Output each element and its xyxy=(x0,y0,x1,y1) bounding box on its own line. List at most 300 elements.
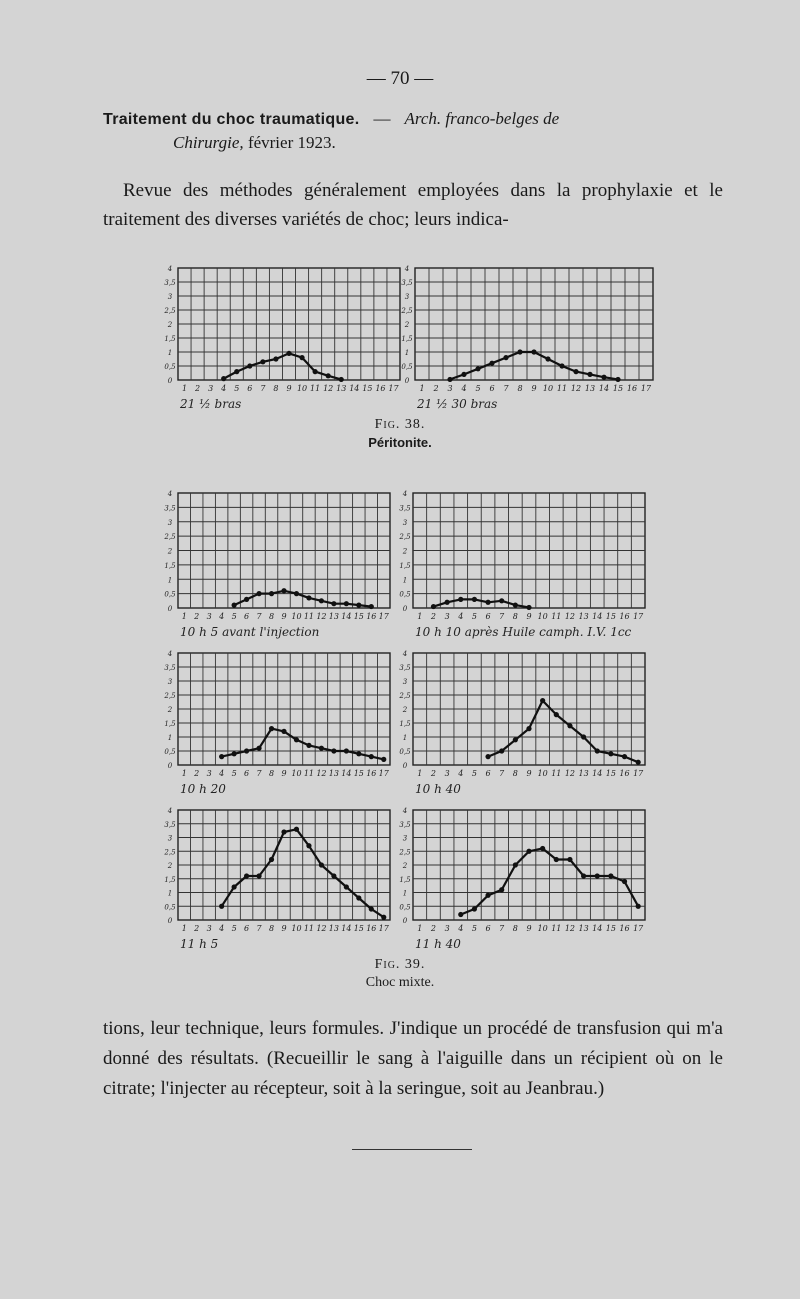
chart-6-x-tick: 9 xyxy=(526,769,532,778)
chart-1-x-tick: 9 xyxy=(286,384,292,393)
fig38-caption xyxy=(0,416,800,452)
chart-3-point xyxy=(232,603,237,608)
chart-2-point xyxy=(475,366,480,371)
chart-5-point xyxy=(369,754,374,759)
chart-1-point xyxy=(339,377,344,382)
chart-8-x-tick: 15 xyxy=(605,924,616,933)
chart-8-point xyxy=(499,887,504,892)
chart-4-x-tick: 8 xyxy=(512,612,518,621)
chart-6-x-tick: 11 xyxy=(551,769,562,778)
chart-6-x-tick: 14 xyxy=(592,769,603,778)
chart-1-x-tick: 13 xyxy=(336,384,347,393)
chart-5-x-tick: 1 xyxy=(181,769,187,778)
chart-4-point xyxy=(472,597,477,602)
chart-3-point xyxy=(294,591,299,596)
chart-7-point xyxy=(369,906,374,911)
chart-3-point xyxy=(344,601,349,606)
chart-3-point xyxy=(356,603,361,608)
chart-7-point xyxy=(232,884,237,889)
chart-2-point xyxy=(559,363,564,368)
chart-7-x-tick: 7 xyxy=(256,924,262,933)
chart-7-point xyxy=(294,827,299,832)
chart-3-x-tick: 5 xyxy=(231,612,237,621)
chart-6-point xyxy=(513,737,518,742)
chart-2-point xyxy=(503,355,508,360)
chart-4-y-tick: 4 xyxy=(402,490,408,498)
chart-7-x-tick: 4 xyxy=(219,924,225,933)
chart-1-point xyxy=(260,359,265,364)
chart-2-point xyxy=(531,349,536,354)
chart-6-y-tick: 3,5 xyxy=(399,664,411,672)
chart-5-y-tick: 3,5 xyxy=(164,664,176,672)
chart-5-point xyxy=(232,751,237,756)
chart-7-y-tick: 1 xyxy=(167,889,173,898)
chart-2-x-tick: 10 xyxy=(542,384,554,393)
chart-7-y-tick: 3 xyxy=(167,834,173,843)
chart-3-x-tick: 16 xyxy=(366,612,377,621)
chart-3-point xyxy=(269,591,274,596)
chart-5-x-tick: 15 xyxy=(353,769,364,778)
chart-2-y-tick: 2 xyxy=(404,321,410,329)
chart-3-y-tick: 3 xyxy=(167,518,173,527)
chart-2-point xyxy=(545,356,550,361)
chart-1-y-tick: 2 xyxy=(167,321,173,329)
chart-2-y-tick: 1 xyxy=(404,349,410,357)
chart-3-point xyxy=(306,595,311,600)
chart-7-x-tick: 15 xyxy=(353,924,364,933)
chart-4-point xyxy=(445,600,450,605)
chart-4-x-tick: 3 xyxy=(444,612,450,621)
chart-3-x-tick: 7 xyxy=(256,612,262,621)
chart-5-x-tick: 8 xyxy=(268,769,275,778)
chart-8-x-tick: 1 xyxy=(417,924,423,933)
chart-2-y-tick: 1,5 xyxy=(401,335,413,343)
chart-7-x-tick: 10 xyxy=(291,924,302,933)
chart-8-y-tick: 0 xyxy=(402,917,408,925)
chart-3-y-tick: 3,5 xyxy=(164,504,176,513)
chart-7-x-tick: 9 xyxy=(281,924,287,933)
chart-8-y-tick: 2,5 xyxy=(399,848,411,857)
chart-8-x-tick: 2 xyxy=(430,924,437,933)
chart-6-x-tick: 7 xyxy=(499,769,505,778)
chart-8-point xyxy=(595,873,600,878)
fig39-subtitle: Choc mixte. xyxy=(365,975,435,990)
chart-8-x-tick: 14 xyxy=(592,924,603,933)
chart-5-point xyxy=(294,737,299,742)
reference-date: février 1923. xyxy=(247,133,336,152)
chart-2-x-tick: 4 xyxy=(461,384,467,393)
chart-8-x-tick: 8 xyxy=(512,924,518,933)
chart-2-x-tick: 2 xyxy=(433,384,439,393)
chart-2-point xyxy=(573,369,578,374)
chart-7-point xyxy=(269,857,274,862)
chart-7-point xyxy=(356,895,361,900)
chart-7-x-tick: 12 xyxy=(316,924,327,933)
chart-8-point xyxy=(526,849,531,854)
chart-1-point xyxy=(299,355,304,360)
chart-5-point xyxy=(244,748,249,753)
chart-4-y-tick: 2 xyxy=(402,547,408,556)
chart-2-x-tick: 14 xyxy=(598,384,610,393)
chart-1-x-tick: 10 xyxy=(296,384,308,393)
chart-3-y-tick: 1,5 xyxy=(164,561,176,570)
chart-2-x-tick: 15 xyxy=(612,384,624,393)
chart-4-y-tick: 0 xyxy=(402,605,408,613)
chart-3-point xyxy=(281,588,286,593)
chart-4-point xyxy=(526,605,531,610)
chart-8-point xyxy=(636,904,641,909)
chart-5-x-tick: 16 xyxy=(366,769,377,778)
chart-6-y-tick: 3 xyxy=(402,678,408,686)
chart-3-x-tick: 9 xyxy=(281,612,287,621)
chart-5-point xyxy=(306,743,311,748)
chart-3-x-tick: 13 xyxy=(328,612,339,621)
page-number: — 70 — xyxy=(366,68,434,89)
chart-7-point xyxy=(331,873,336,878)
chart-5-x-tick: 17 xyxy=(378,769,389,778)
chart-8-point xyxy=(472,906,477,911)
chart-3-x-tick: 2 xyxy=(194,612,200,621)
chart-8-point xyxy=(485,893,490,898)
chart-5-point xyxy=(344,748,349,753)
chart-5-y-tick: 0 xyxy=(167,762,173,770)
chart-6-x-tick: 2 xyxy=(430,769,437,778)
chart-6-point xyxy=(554,712,559,717)
chart-1-y-tick: 3,5 xyxy=(164,279,176,287)
chart-6-x-tick: 3 xyxy=(444,769,450,778)
chart-2-y-tick: 3,5 xyxy=(401,279,413,287)
chart-8-y-tick: 4 xyxy=(402,807,408,815)
chart-3-x-tick: 6 xyxy=(244,612,250,621)
chart-4-x-tick: 7 xyxy=(499,612,505,621)
chart-2-x-tick: 1 xyxy=(419,384,425,393)
chart-8-x-tick: 13 xyxy=(578,924,589,933)
chart-6-point xyxy=(608,751,613,756)
chart-4-y-tick: 1 xyxy=(402,576,408,585)
chart-3-x-tick: 4 xyxy=(219,612,225,621)
chart-5-x-tick: 9 xyxy=(281,769,287,778)
chart-7-point xyxy=(244,873,249,878)
chart-6-point xyxy=(540,698,545,703)
chart-1-point xyxy=(326,373,331,378)
chart-4-x-tick: 11 xyxy=(551,612,562,621)
chart-5-x-tick: 6 xyxy=(244,769,250,778)
chart-3-point xyxy=(319,598,324,603)
chart-7-x-tick: 1 xyxy=(181,924,187,933)
chart-1-y-tick: 0 xyxy=(167,377,173,385)
chart-8-x-tick: 16 xyxy=(619,924,630,933)
chart-1-x-tick: 5 xyxy=(234,384,240,393)
chart-5-y-tick: 1,5 xyxy=(164,720,176,728)
chart-4-annotation: 10 h 10 après Huile camph. I.V. 1cc xyxy=(415,625,632,639)
chart-6-y-tick: 0 xyxy=(402,762,408,770)
chart-7-y-tick: 2 xyxy=(167,862,173,870)
chart-3-x-tick: 15 xyxy=(353,612,364,621)
chart-4-x-tick: 12 xyxy=(564,612,576,621)
chart-5-x-tick: 4 xyxy=(219,769,225,778)
chart-6-point xyxy=(499,748,504,753)
chart-4-x-tick: 10 xyxy=(537,612,548,621)
chart-7-x-tick: 17 xyxy=(378,924,389,933)
chart-2-x-tick: 16 xyxy=(626,384,638,393)
chart-6-point xyxy=(485,754,490,759)
chart-1-x-tick: 12 xyxy=(323,384,334,393)
chart-2-x-tick: 5 xyxy=(475,384,481,393)
chart-8-point xyxy=(458,912,463,917)
chart-5-x-tick: 2 xyxy=(194,769,200,778)
chart-6-x-tick: 10 xyxy=(537,769,548,778)
chart-5-y-tick: 2,5 xyxy=(164,692,176,700)
chart-1-x-tick: 16 xyxy=(375,384,386,393)
chart-8-point xyxy=(567,857,572,862)
chart-1-point xyxy=(286,351,291,356)
chart-8-y-tick: 1,5 xyxy=(399,875,411,884)
chart-3-y-tick: 4 xyxy=(167,490,173,498)
chart-4-point xyxy=(431,604,436,609)
chart-5-x-tick: 14 xyxy=(341,769,352,778)
chart-7-x-tick: 13 xyxy=(328,924,339,933)
chart-1-x-tick: 2 xyxy=(195,384,201,393)
chart-8-x-tick: 9 xyxy=(526,924,532,933)
chart-1-y-tick: 4 xyxy=(167,265,173,273)
chart-5-point xyxy=(269,726,274,731)
chart-7-y-tick: 0 xyxy=(167,917,173,925)
chart-2-point xyxy=(447,377,452,382)
chart-7-point xyxy=(256,873,261,878)
chart-7-point xyxy=(219,904,224,909)
chart-2-x-tick: 3 xyxy=(447,384,453,393)
chart-7-x-tick: 3 xyxy=(206,924,212,933)
chart-3-point xyxy=(256,591,261,596)
chart-6-point xyxy=(526,726,531,731)
chart-2-x-tick: 13 xyxy=(584,384,596,393)
chart-7-x-tick: 5 xyxy=(231,924,237,933)
chart-2-x-tick: 6 xyxy=(489,384,495,393)
chart-6-y-tick: 2,5 xyxy=(399,692,411,700)
chart-1-y-tick: 1 xyxy=(167,349,173,357)
chart-3-annotation: 10 h 5 avant l'injection xyxy=(180,625,320,639)
chart-2-point xyxy=(517,349,522,354)
chart-8-x-tick: 3 xyxy=(444,924,450,933)
chart-8-point xyxy=(554,857,559,862)
chart-7-point xyxy=(381,915,386,920)
chart-6-x-tick: 16 xyxy=(619,769,630,778)
chart-7-y-tick: 2,5 xyxy=(164,848,176,857)
chart-6-x-tick: 15 xyxy=(605,769,616,778)
chart-3-point xyxy=(331,601,336,606)
chart-8-x-tick: 5 xyxy=(471,924,477,933)
fig39-label: Fig. 39. xyxy=(374,957,426,972)
chart-7-point xyxy=(344,884,349,889)
chart-4-x-tick: 6 xyxy=(485,612,491,621)
chart-8-x-tick: 7 xyxy=(499,924,505,933)
chart-2-x-tick: 12 xyxy=(570,384,582,393)
chart-4-point xyxy=(485,600,490,605)
chart-5-point xyxy=(331,748,336,753)
chart-5-x-tick: 10 xyxy=(291,769,302,778)
reference-title: Traitement du choc traumatique. xyxy=(103,111,360,128)
chart-3-x-tick: 14 xyxy=(341,612,352,621)
chart-6-annotation: 10 h 40 xyxy=(415,782,461,796)
chart-7-x-tick: 2 xyxy=(194,924,200,933)
chart-5-y-tick: 1 xyxy=(167,734,173,742)
chart-2-y-tick: 2,5 xyxy=(401,307,413,315)
chart-3-y-tick: 0 xyxy=(167,605,173,613)
chart-5-x-tick: 13 xyxy=(328,769,339,778)
chart-4-x-tick: 5 xyxy=(471,612,477,621)
chart-3-x-tick: 12 xyxy=(316,612,327,621)
chart-7-y-tick: 4 xyxy=(167,807,173,815)
chart-2-y-tick: 4 xyxy=(404,265,410,273)
chart-8-x-tick: 17 xyxy=(633,924,644,933)
chart-3-x-tick: 8 xyxy=(268,612,275,621)
chart-6-x-tick: 13 xyxy=(578,769,589,778)
chart-1-y-tick: 1,5 xyxy=(164,335,176,343)
chart-6-x-tick: 12 xyxy=(564,769,576,778)
chart-7-x-tick: 14 xyxy=(341,924,352,933)
chart-8-y-tick: 0,5 xyxy=(399,903,411,912)
chart-2-point xyxy=(489,361,494,366)
chart-1-point xyxy=(313,369,318,374)
chart-6-point xyxy=(595,748,600,753)
chart-1-x-tick: 1 xyxy=(181,384,188,393)
chart-5-x-tick: 11 xyxy=(303,769,315,778)
chart-4-point xyxy=(458,597,463,602)
chart-1-y-tick: 3 xyxy=(167,293,173,301)
chart-7-y-tick: 1,5 xyxy=(164,875,176,884)
chart-6-y-tick: 0,5 xyxy=(399,748,411,756)
chart-4-x-tick: 13 xyxy=(578,612,589,621)
chart-5-y-tick: 3 xyxy=(167,678,173,686)
chart-2-x-tick: 9 xyxy=(531,384,537,393)
chart-3-y-tick: 2,5 xyxy=(164,533,176,542)
fig38-subtitle: Péritonite. xyxy=(368,435,432,450)
chart-3-point xyxy=(369,604,374,609)
chart-4-point xyxy=(499,598,504,603)
chart-4-y-tick: 1,5 xyxy=(399,561,411,570)
chart-5-x-tick: 12 xyxy=(316,769,327,778)
chart-1-y-tick: 2,5 xyxy=(164,307,176,315)
chart-5-point xyxy=(319,746,324,751)
chart-2-x-tick: 8 xyxy=(517,384,523,393)
chart-6-y-tick: 4 xyxy=(402,650,408,658)
chart-6-x-tick: 6 xyxy=(485,769,491,778)
chart-1-x-tick: 4 xyxy=(221,384,227,393)
chart-3-x-tick: 17 xyxy=(378,612,389,621)
chart-1-point xyxy=(273,356,278,361)
chart-7-point xyxy=(306,843,311,848)
chart-8-x-tick: 12 xyxy=(564,924,576,933)
chart-2-y-tick: 0,5 xyxy=(401,363,413,371)
chart-5-annotation: 10 h 20 xyxy=(180,782,226,796)
chart-1-x-tick: 14 xyxy=(349,384,360,393)
chart-4-y-tick: 2,5 xyxy=(399,533,411,542)
chart-4-point xyxy=(513,603,518,608)
chart-8-point xyxy=(513,862,518,867)
chart-7-point xyxy=(319,862,324,867)
chart-6-x-tick: 1 xyxy=(417,769,423,778)
chart-2-point xyxy=(601,375,606,380)
chart-4-x-tick: 2 xyxy=(430,612,437,621)
chart-3-y-tick: 2 xyxy=(167,547,173,556)
chart-8-y-tick: 1 xyxy=(402,889,408,898)
chart-8-point xyxy=(581,873,586,878)
chart-8-x-tick: 10 xyxy=(537,924,548,933)
chart-5-x-tick: 7 xyxy=(256,769,262,778)
chart-8-point xyxy=(608,873,613,878)
chart-8-point xyxy=(622,879,627,884)
chart-2-x-tick: 17 xyxy=(640,384,652,393)
chart-2-point xyxy=(587,372,592,377)
chart-6-x-tick: 5 xyxy=(471,769,477,778)
chart-5-x-tick: 3 xyxy=(206,769,212,778)
chart-2-point xyxy=(615,377,620,382)
chart-3-x-tick: 1 xyxy=(181,612,187,621)
chart-4-x-tick: 14 xyxy=(592,612,603,621)
chart-4-x-tick: 1 xyxy=(417,612,423,621)
chart-4-y-tick: 0,5 xyxy=(399,590,411,599)
chart-6-point xyxy=(581,734,586,739)
chart-7-y-tick: 3,5 xyxy=(164,820,176,829)
chart-6-x-tick: 17 xyxy=(633,769,644,778)
paragraph-2: tions, leur technique, leurs formules. J'indique un procédé de transfusion qui m'a donné des résultats. (Recueillir le sang à l'aiguille dans un récipient où on le citrate; l'injecter au récepteur, soit à la seringue, soit au Jeanbrau.) xyxy=(103,1018,723,1099)
chart-2-point xyxy=(461,372,466,377)
chart-4-y-tick: 3,5 xyxy=(399,504,411,513)
chart-7-annotation: 11 h 5 xyxy=(180,937,219,951)
chart-4-y-tick: 3 xyxy=(402,518,408,527)
chart-5-point xyxy=(281,729,286,734)
chart-3-x-tick: 11 xyxy=(303,612,315,621)
fig39-caption xyxy=(0,956,800,992)
chart-2-x-tick: 7 xyxy=(503,384,509,393)
chart-1-point xyxy=(221,376,226,381)
chart-8-annotation: 11 h 40 xyxy=(415,937,461,951)
chart-4-x-tick: 9 xyxy=(526,612,532,621)
chart-8-x-tick: 11 xyxy=(551,924,562,933)
chart-1-x-tick: 7 xyxy=(260,384,266,393)
chart-1-x-tick: 6 xyxy=(247,384,253,393)
chart-1-x-tick: 17 xyxy=(388,384,399,393)
chart-8-point xyxy=(540,846,545,851)
chart-3-point xyxy=(244,597,249,602)
chart-4-x-tick: 15 xyxy=(605,612,616,621)
chart-6-y-tick: 1,5 xyxy=(399,720,411,728)
chart-5-point xyxy=(219,754,224,759)
chart-1-x-tick: 15 xyxy=(362,384,373,393)
chart-1-x-tick: 11 xyxy=(310,384,321,393)
chart-5-y-tick: 0,5 xyxy=(164,748,176,756)
chart-2-annotation: 21 ½ 30 bras xyxy=(417,397,498,411)
chart-1-y-tick: 0,5 xyxy=(164,363,176,371)
chart-1-x-tick: 3 xyxy=(208,384,214,393)
reference-journal: Arch. franco-belges de xyxy=(404,109,560,128)
chart-5-point xyxy=(381,757,386,762)
chart-3-y-tick: 0,5 xyxy=(164,590,176,599)
chart-6-point xyxy=(567,723,572,728)
chart-2-y-tick: 0 xyxy=(404,377,410,385)
chart-1-annotation: 21 ½ bras xyxy=(180,397,242,411)
chart-7-y-tick: 0,5 xyxy=(164,903,176,912)
chart-6-y-tick: 1 xyxy=(402,734,408,742)
chart-4-x-tick: 17 xyxy=(633,612,644,621)
chart-6-x-tick: 4 xyxy=(458,769,464,778)
chart-5-y-tick: 4 xyxy=(167,650,173,658)
chart-7-x-tick: 11 xyxy=(303,924,315,933)
chart-6-point xyxy=(622,754,627,759)
reference-dash: — xyxy=(373,109,391,128)
reference-journal-cont: Chirurgie, xyxy=(173,133,244,152)
chart-8-x-tick: 6 xyxy=(485,924,491,933)
